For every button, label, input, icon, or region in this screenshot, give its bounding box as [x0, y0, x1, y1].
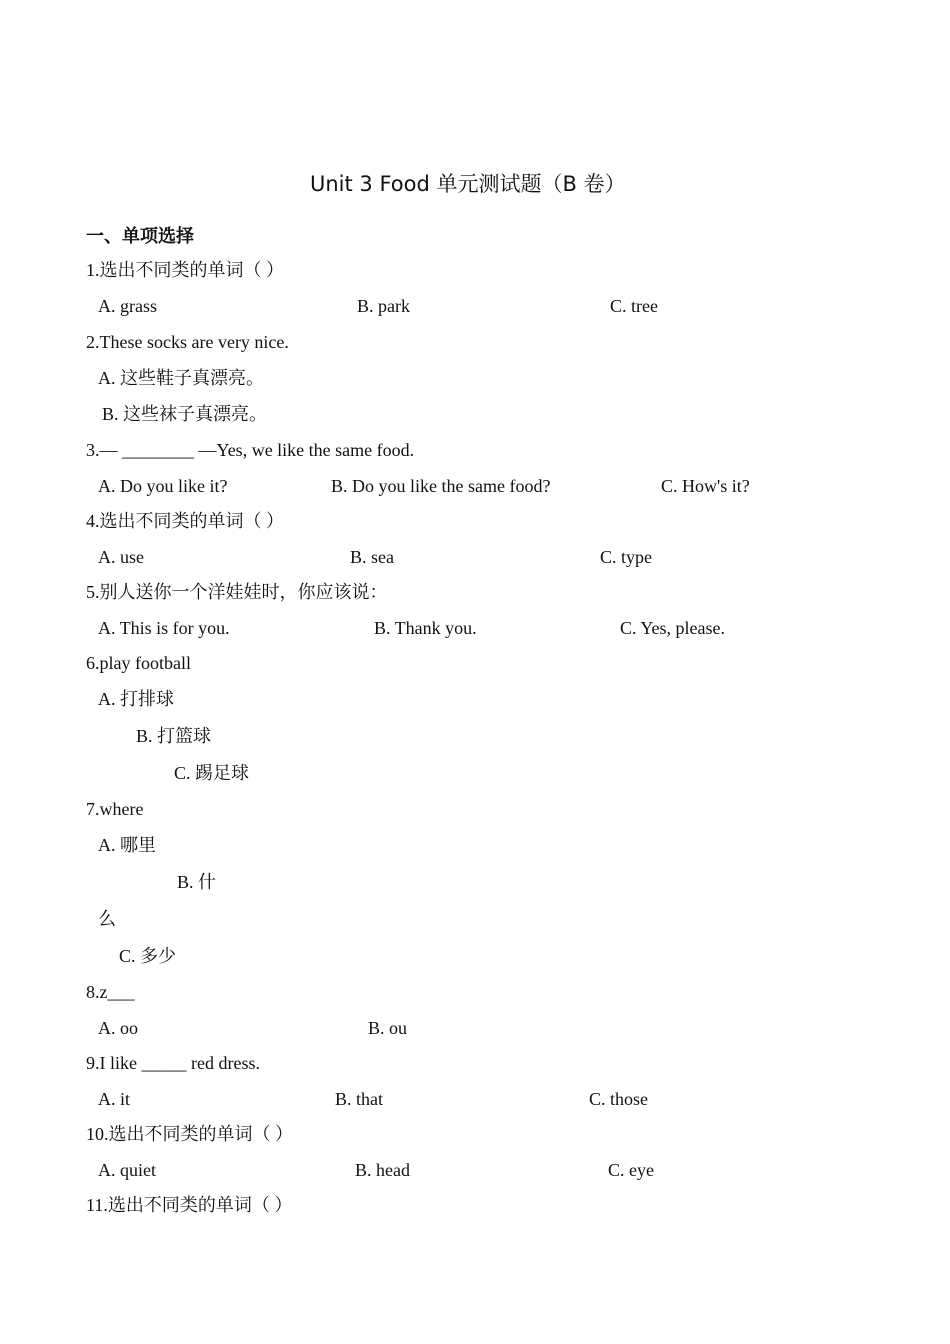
- question-4-stem: 4.选出不同类的单词（ ）: [86, 511, 284, 531]
- question-3-option-a: A. Do you like it?: [98, 476, 228, 496]
- question-5-option-a: A. This is for you.: [98, 618, 230, 638]
- question-8-option-a: A. oo: [98, 1018, 138, 1038]
- question-6-option-b: B. 打篮球: [136, 726, 212, 746]
- question-9-option-c: C. those: [589, 1089, 649, 1109]
- question-7-option-c: C. 多少: [119, 946, 177, 966]
- question-11-stem: 11.选出不同类的单词（ ）: [86, 1195, 293, 1215]
- question-7-stem: 7.where: [86, 799, 144, 819]
- question-1-option-a: A. grass: [98, 296, 157, 316]
- question-5-stem: 5.别人送你一个洋娃娃时，你应该说：: [86, 582, 388, 602]
- question-2-option-a: A. 这些鞋子真漂亮。: [98, 368, 264, 388]
- question-2-stem: 2.These socks are very nice.: [86, 332, 289, 352]
- section-heading: 一、单项选择: [86, 226, 194, 246]
- page-title: Unit 3 Food 单元测试题（B 卷）: [310, 172, 626, 196]
- question-1-option-c: C. tree: [610, 296, 658, 316]
- question-9-option-a: A. it: [98, 1089, 131, 1109]
- question-10-stem: 10.选出不同类的单词（ ）: [86, 1124, 293, 1144]
- question-7-option-a: A. 哪里: [98, 835, 156, 855]
- question-6-option-c: C. 踢足球: [174, 763, 250, 783]
- question-4-option-a: A. use: [98, 547, 144, 567]
- question-8-stem: 8.z___: [86, 982, 135, 1002]
- question-6-stem: 6.play football: [86, 653, 191, 673]
- question-2-option-b: B. 这些袜子真漂亮。: [102, 404, 268, 424]
- question-3-option-b: B. Do you like the same food?: [331, 476, 551, 496]
- question-10-option-c: C. eye: [608, 1160, 654, 1180]
- question-6-option-a: A. 打排球: [98, 689, 174, 709]
- question-5-option-b: B. Thank you.: [374, 618, 477, 638]
- question-4-option-c: C. type: [600, 547, 652, 567]
- question-1-stem: 1.选出不同类的单词（ ）: [86, 260, 284, 280]
- question-3-option-c: C. How's it?: [661, 476, 750, 496]
- question-8-option-b: B. ou: [368, 1018, 408, 1038]
- question-10-option-a: A. quiet: [98, 1160, 156, 1180]
- question-10-option-b: B. head: [355, 1160, 410, 1180]
- question-9-option-b: B. that: [335, 1089, 383, 1109]
- question-9-stem: 9.I like _____ red dress.: [86, 1053, 260, 1073]
- question-7-option-b-wrap: 么: [98, 909, 116, 929]
- question-7-option-b: B. 什: [177, 872, 217, 892]
- question-4-option-b: B. sea: [350, 547, 394, 567]
- question-5-option-c: C. Yes, please.: [620, 618, 726, 638]
- question-1-option-b: B. park: [357, 296, 410, 316]
- question-3-stem: 3.— ________ —Yes, we like the same food.: [86, 440, 415, 460]
